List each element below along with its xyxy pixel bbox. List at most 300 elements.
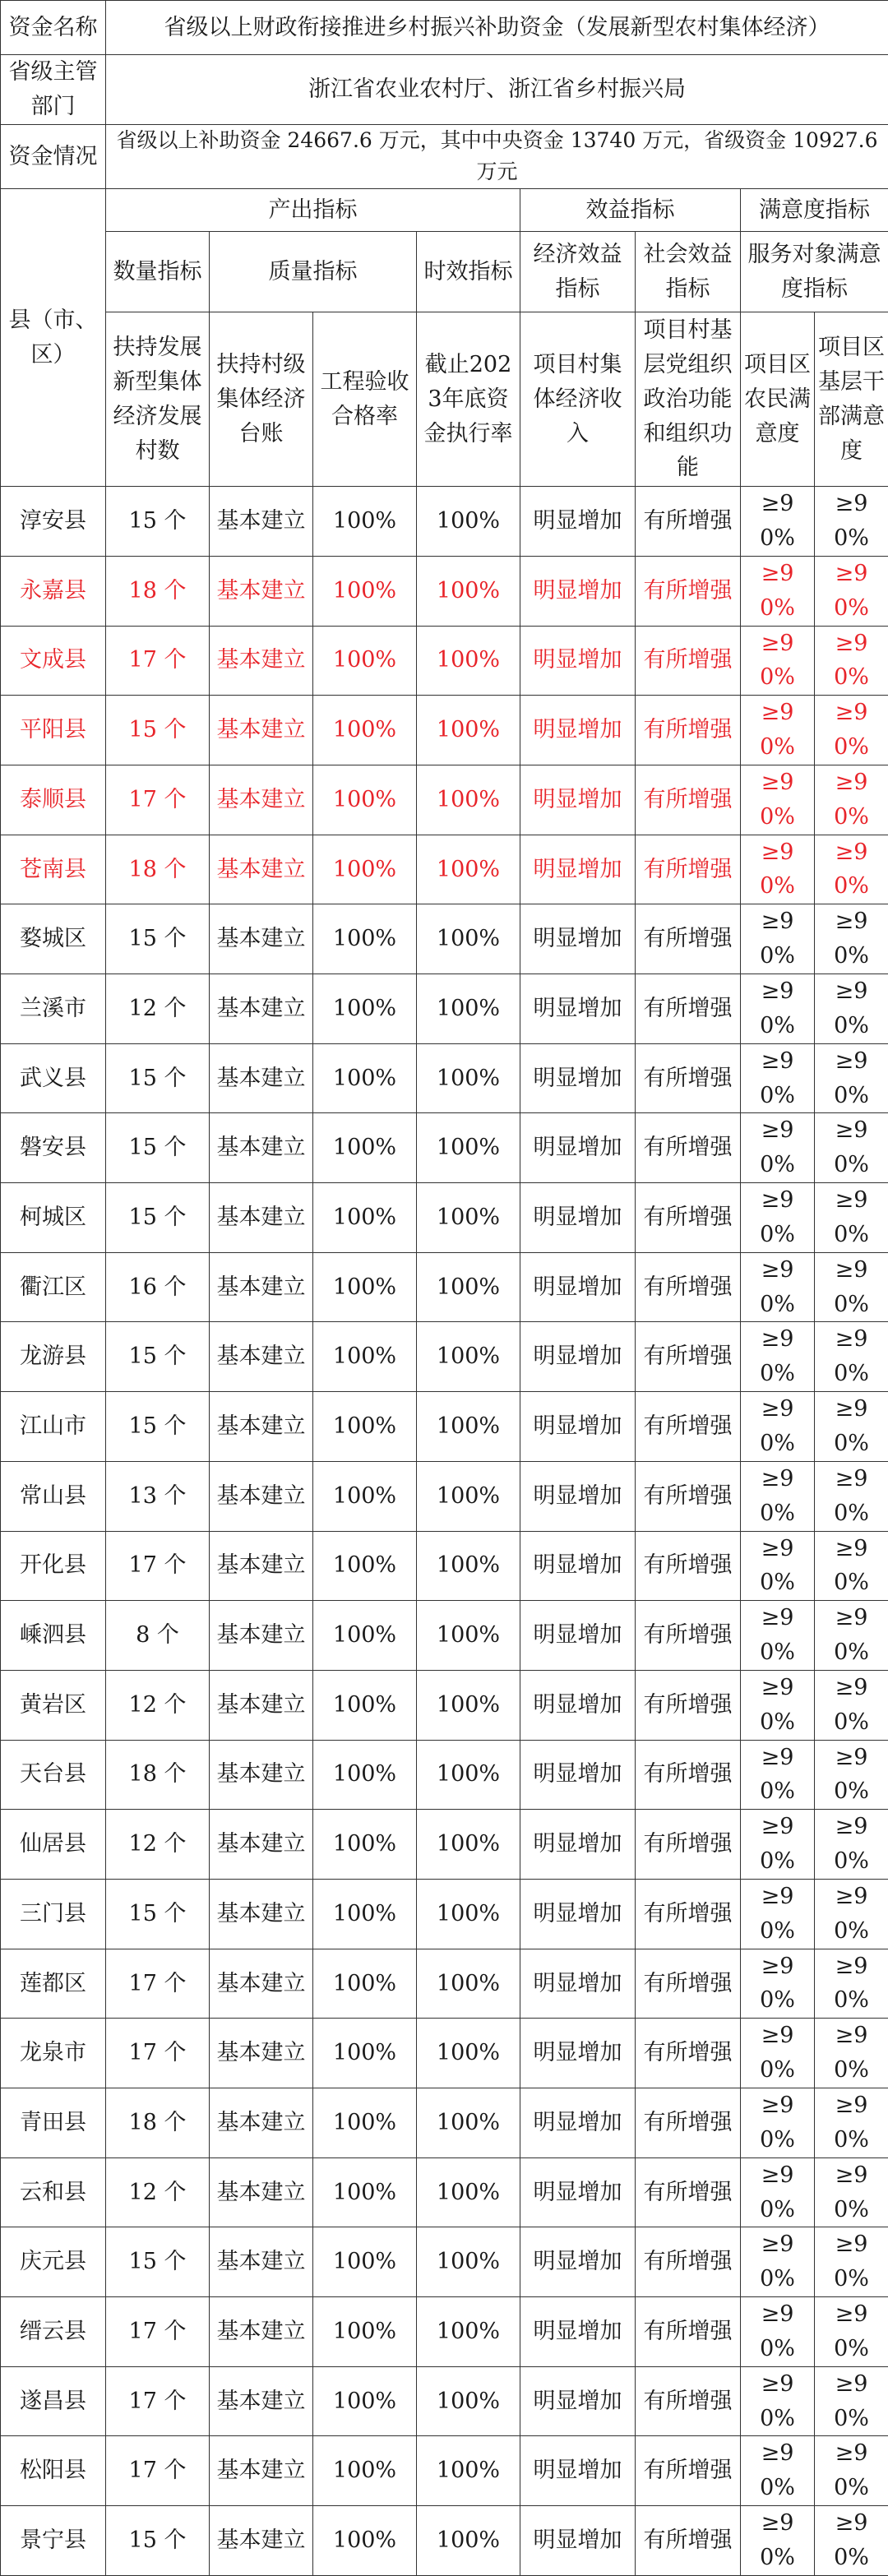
satisfaction-indicators-header: 满意度指标 [741,189,888,232]
income-cell: 明显增加 [520,1113,636,1183]
acceptance-cell: 100% [313,765,417,835]
execution-cell: 100% [417,1601,520,1671]
party-cell: 有所增强 [636,626,741,696]
income-cell: 明显增加 [520,1392,636,1462]
table-row [1,2088,888,2158]
execution-cell: 100% [417,487,520,557]
benefit-indicators-header: 效益指标 [520,189,741,232]
farmer-satisfaction-cell: ≥90% [741,1183,815,1253]
acceptance-cell: 100% [313,2297,417,2367]
income-cell: 明显增加 [520,1601,636,1671]
villages-cell: 15 个 [106,2506,210,2576]
villages-cell: 12 个 [106,1810,210,1880]
cadre-satisfaction-cell: ≥90% [815,1113,888,1183]
ledger-cell: 基本建立 [210,556,313,626]
income-cell: 明显增加 [520,1322,636,1392]
cadre-satisfaction-cell: ≥90% [815,2366,888,2436]
farmer-satisfaction-cell: ≥90% [741,2227,815,2297]
income-cell: 明显增加 [520,626,636,696]
income-cell: 明显增加 [520,1252,636,1322]
ledger-cell: 基本建立 [210,835,313,904]
execution-cell: 100% [417,1113,520,1183]
party-cell: 有所增强 [636,556,741,626]
county-cell: 文成县 [1,626,106,696]
villages-cell: 15 个 [106,1392,210,1462]
acceptance-cell: 100% [313,1879,417,1949]
cadre-satisfaction-cell: ≥90% [815,1461,888,1531]
county-header: 县（市、区） [1,189,106,487]
cadre-satisfaction-cell: ≥90% [815,1810,888,1880]
cadre-satisfaction-cell: ≥90% [815,2506,888,2576]
ledger-cell: 基本建立 [210,2366,313,2436]
table-row [1,765,888,835]
party-cell: 有所增强 [636,2436,741,2506]
acceptance-cell: 100% [313,974,417,1044]
ledger-cell: 基本建立 [210,2436,313,2506]
fund-name-label: 资金名称 [1,1,106,55]
income-cell: 明显增加 [520,974,636,1044]
farmer-satisfaction-cell: ≥90% [741,1949,815,2019]
acceptance-cell: 100% [313,2088,417,2158]
cadre-satisfaction-cell: ≥90% [815,2436,888,2506]
income-cell: 明显增加 [520,1670,636,1740]
villages-cell: 18 个 [106,2088,210,2158]
execution-cell: 100% [417,1949,520,2019]
villages-cell: 12 个 [106,974,210,1044]
party-cell: 有所增强 [636,1322,741,1392]
execution-cell: 100% [417,696,520,765]
county-cell: 仙居县 [1,1810,106,1880]
county-cell: 天台县 [1,1740,106,1810]
ledger-cell: 基本建立 [210,1392,313,1462]
acceptance-cell: 100% [313,1531,417,1601]
villages-cell: 17 个 [106,2366,210,2436]
execution-cell: 100% [417,2436,520,2506]
social-header: 社会效益指标 [636,232,741,312]
table-row [1,1252,888,1322]
cadre-satisfaction-cell: ≥90% [815,1949,888,2019]
villages-cell: 15 个 [106,1113,210,1183]
income-header: 项目村集体经济收入 [520,312,636,487]
party-cell: 有所增强 [636,1810,741,1880]
cadre-satisfaction-cell: ≥90% [815,1392,888,1462]
execution-cell: 100% [417,2227,520,2297]
execution-cell: 100% [417,1670,520,1740]
county-cell: 缙云县 [1,2297,106,2367]
income-cell: 明显增加 [520,1183,636,1253]
income-cell: 明显增加 [520,1740,636,1810]
table-row [1,696,888,765]
income-cell: 明显增加 [520,2157,636,2227]
ledger-cell: 基本建立 [210,487,313,557]
acceptance-cell: 100% [313,904,417,974]
acceptance-cell: 100% [313,626,417,696]
table-row [1,626,888,696]
farmer-satisfaction-cell: ≥90% [741,1392,815,1462]
party-cell: 有所增强 [636,2506,741,2576]
county-cell: 武义县 [1,1043,106,1113]
income-cell: 明显增加 [520,1043,636,1113]
party-cell: 有所增强 [636,1392,741,1462]
funds-row [1,124,888,189]
ledger-cell: 基本建立 [210,1183,313,1253]
party-cell: 有所增强 [636,765,741,835]
income-cell: 明显增加 [520,696,636,765]
county-cell: 泰顺县 [1,765,106,835]
economic-header: 经济效益指标 [520,232,636,312]
farmer-satisfaction-cell: ≥90% [741,2506,815,2576]
farmer-satisfaction-cell: ≥90% [741,1601,815,1671]
ledger-cell: 基本建立 [210,1810,313,1880]
ledger-cell: 基本建立 [210,2297,313,2367]
farmer-satisfaction-cell: ≥90% [741,1043,815,1113]
table-row [1,1879,888,1949]
county-cell: 青田县 [1,2088,106,2158]
villages-header: 扶持发展新型集体经济发展村数 [106,312,210,487]
table-row [1,974,888,1044]
table-row [1,1113,888,1183]
county-cell: 景宁县 [1,2506,106,2576]
table-row [1,2366,888,2436]
income-cell: 明显增加 [520,2506,636,2576]
farmer-satisfaction-cell: ≥90% [741,2436,815,2506]
income-cell: 明显增加 [520,2019,636,2088]
party-cell: 有所增强 [636,1531,741,1601]
farmer-satisfaction-cell: ≥90% [741,1252,815,1322]
villages-cell: 16 个 [106,1252,210,1322]
acceptance-cell: 100% [313,487,417,557]
cadre-satisfaction-cell: ≥90% [815,974,888,1044]
table-row [1,1810,888,1880]
county-cell: 黄岩区 [1,1670,106,1740]
farmer-satisfaction-cell: ≥90% [741,1879,815,1949]
party-cell: 有所增强 [636,2227,741,2297]
ledger-cell: 基本建立 [210,1949,313,2019]
ledger-cell: 基本建立 [210,1879,313,1949]
villages-cell: 18 个 [106,835,210,904]
villages-cell: 12 个 [106,1670,210,1740]
funds-value: 省级以上补助资金 24667.6 万元，其中中央资金 13740 万元，省级资金 10927.6 万元 [106,124,888,189]
cadre-satisfaction-cell: ≥90% [815,556,888,626]
party-cell: 有所增强 [636,2366,741,2436]
ledger-cell: 基本建立 [210,626,313,696]
ledger-cell: 基本建立 [210,1113,313,1183]
party-cell: 有所增强 [636,1461,741,1531]
acceptance-cell: 100% [313,2436,417,2506]
cadre-satisfaction-cell: ≥90% [815,696,888,765]
table-row [1,1322,888,1392]
farmer-satisfaction-cell: ≥90% [741,2297,815,2367]
ledger-cell: 基本建立 [210,2088,313,2158]
county-cell: 磐安县 [1,1113,106,1183]
acceptance-cell: 100% [313,1740,417,1810]
acceptance-cell: 100% [313,1461,417,1531]
county-cell: 平阳县 [1,696,106,765]
acceptance-header: 工程验收合格率 [313,312,417,487]
county-cell: 常山县 [1,1461,106,1531]
execution-cell: 100% [417,1740,520,1810]
income-cell: 明显增加 [520,2366,636,2436]
ledger-cell: 基本建立 [210,1461,313,1531]
income-cell: 明显增加 [520,835,636,904]
cadre-satisfaction-cell: ≥90% [815,835,888,904]
income-cell: 明显增加 [520,1810,636,1880]
acceptance-cell: 100% [313,2157,417,2227]
party-cell: 有所增强 [636,2019,741,2088]
villages-cell: 15 个 [106,1322,210,1392]
county-cell: 苍南县 [1,835,106,904]
ledger-cell: 基本建立 [210,1043,313,1113]
farmer-satisfaction-cell: ≥90% [741,2019,815,2088]
county-cell: 婺城区 [1,904,106,974]
villages-cell: 12 个 [106,2157,210,2227]
table-row [1,835,888,904]
ledger-cell: 基本建立 [210,2157,313,2227]
ledger-cell: 基本建立 [210,904,313,974]
indicator-group-row [1,189,888,232]
acceptance-cell: 100% [313,1810,417,1880]
execution-cell: 100% [417,2157,520,2227]
villages-cell: 8 个 [106,1601,210,1671]
execution-cell: 100% [417,1531,520,1601]
execution-cell: 100% [417,2019,520,2088]
farmer-satisfaction-cell: ≥90% [741,1461,815,1531]
execution-cell: 100% [417,2506,520,2576]
table-row [1,2506,888,2576]
indicator-type-row [1,232,888,312]
table-row [1,904,888,974]
income-cell: 明显增加 [520,556,636,626]
farmer-satisfaction-cell: ≥90% [741,2366,815,2436]
county-cell: 遂昌县 [1,2366,106,2436]
cadre-satisfaction-cell: ≥90% [815,2297,888,2367]
party-cell: 有所增强 [636,696,741,765]
dept-row [1,55,888,125]
villages-cell: 17 个 [106,2019,210,2088]
party-cell: 有所增强 [636,974,741,1044]
party-cell: 有所增强 [636,2297,741,2367]
quantity-header: 数量指标 [106,232,210,312]
cadre-satisfaction-cell: ≥90% [815,1322,888,1392]
table-row [1,2436,888,2506]
acceptance-cell: 100% [313,1043,417,1113]
ledger-cell: 基本建立 [210,696,313,765]
income-cell: 明显增加 [520,765,636,835]
acceptance-cell: 100% [313,2506,417,2576]
party-header: 项目村基层党组织政治功能和组织功能 [636,312,741,487]
table-row [1,1392,888,1462]
cadre-satisfaction-cell: ≥90% [815,1252,888,1322]
county-cell: 云和县 [1,2157,106,2227]
execution-cell: 100% [417,1810,520,1880]
funds-label: 资金情况 [1,124,106,189]
party-cell: 有所增强 [636,2157,741,2227]
ledger-cell: 基本建立 [210,1322,313,1392]
table-row [1,2019,888,2088]
table-row [1,1461,888,1531]
farmer-satisfaction-cell: ≥90% [741,835,815,904]
execution-cell: 100% [417,626,520,696]
party-cell: 有所增强 [636,2088,741,2158]
villages-cell: 15 个 [106,1043,210,1113]
villages-cell: 15 个 [106,1879,210,1949]
table-row [1,2227,888,2297]
cadre-satisfaction-cell: ≥90% [815,1740,888,1810]
acceptance-cell: 100% [313,2019,417,2088]
table-row [1,556,888,626]
county-cell: 龙泉市 [1,2019,106,2088]
villages-cell: 13 个 [106,1461,210,1531]
execution-cell: 100% [417,2088,520,2158]
income-cell: 明显增加 [520,1461,636,1531]
execution-cell: 100% [417,2297,520,2367]
ledger-cell: 基本建立 [210,2019,313,2088]
farmer-satisfaction-header: 项目区农民满意度 [741,312,815,487]
farmer-satisfaction-cell: ≥90% [741,1531,815,1601]
acceptance-cell: 100% [313,1252,417,1322]
villages-cell: 15 个 [106,487,210,557]
party-cell: 有所增强 [636,1670,741,1740]
farmer-satisfaction-cell: ≥90% [741,1810,815,1880]
county-cell: 松阳县 [1,2436,106,2506]
acceptance-cell: 100% [313,1670,417,1740]
villages-cell: 18 个 [106,1740,210,1810]
farmer-satisfaction-cell: ≥90% [741,2157,815,2227]
execution-cell: 100% [417,904,520,974]
cadre-satisfaction-header: 项目区基层干部满意度 [815,312,888,487]
cadre-satisfaction-cell: ≥90% [815,2157,888,2227]
party-cell: 有所增强 [636,1740,741,1810]
farmer-satisfaction-cell: ≥90% [741,1322,815,1392]
execution-cell: 100% [417,1252,520,1322]
cadre-satisfaction-cell: ≥90% [815,1043,888,1113]
income-cell: 明显增加 [520,1531,636,1601]
cadre-satisfaction-cell: ≥90% [815,1601,888,1671]
indicator-column-row [1,312,888,487]
dept-value: 浙江省农业农村厅、浙江省乡村振兴局 [106,55,888,125]
execution-cell: 100% [417,765,520,835]
acceptance-cell: 100% [313,2227,417,2297]
farmer-satisfaction-cell: ≥90% [741,1670,815,1740]
county-cell: 兰溪市 [1,974,106,1044]
table-row [1,1601,888,1671]
farmer-satisfaction-cell: ≥90% [741,904,815,974]
execution-header: 截止2023年底资金执行率 [417,312,520,487]
cadre-satisfaction-cell: ≥90% [815,1183,888,1253]
farmer-satisfaction-cell: ≥90% [741,696,815,765]
villages-cell: 15 个 [106,904,210,974]
ledger-header: 扶持村级集体经济台账 [210,312,313,487]
farmer-satisfaction-cell: ≥90% [741,1113,815,1183]
county-cell: 三门县 [1,1879,106,1949]
table-row [1,1670,888,1740]
county-cell: 龙游县 [1,1322,106,1392]
county-cell: 衢江区 [1,1252,106,1322]
farmer-satisfaction-cell: ≥90% [741,626,815,696]
farmer-satisfaction-cell: ≥90% [741,556,815,626]
income-cell: 明显增加 [520,2436,636,2506]
farmer-satisfaction-cell: ≥90% [741,487,815,557]
table-row [1,1183,888,1253]
execution-cell: 100% [417,974,520,1044]
cadre-satisfaction-cell: ≥90% [815,765,888,835]
cadre-satisfaction-cell: ≥90% [815,2088,888,2158]
county-cell: 嵊泗县 [1,1601,106,1671]
dept-label: 省级主管部门 [1,55,106,125]
income-cell: 明显增加 [520,2297,636,2367]
cadre-satisfaction-cell: ≥90% [815,2227,888,2297]
income-cell: 明显增加 [520,1879,636,1949]
acceptance-cell: 100% [313,1392,417,1462]
acceptance-cell: 100% [313,1183,417,1253]
farmer-satisfaction-cell: ≥90% [741,765,815,835]
county-cell: 淳安县 [1,487,106,557]
villages-cell: 18 个 [106,556,210,626]
party-cell: 有所增强 [636,1252,741,1322]
table-row [1,1531,888,1601]
timeliness-header: 时效指标 [417,232,520,312]
table-row [1,1043,888,1113]
table-row [1,1949,888,2019]
villages-cell: 17 个 [106,1949,210,2019]
acceptance-cell: 100% [313,556,417,626]
party-cell: 有所增强 [636,1113,741,1183]
county-cell: 柯城区 [1,1183,106,1253]
party-cell: 有所增强 [636,1601,741,1671]
table-row [1,2297,888,2367]
party-cell: 有所增强 [636,1949,741,2019]
execution-cell: 100% [417,1043,520,1113]
party-cell: 有所增强 [636,904,741,974]
party-cell: 有所增强 [636,487,741,557]
execution-cell: 100% [417,2366,520,2436]
income-cell: 明显增加 [520,2227,636,2297]
acceptance-cell: 100% [313,1601,417,1671]
ledger-cell: 基本建立 [210,1601,313,1671]
fund-name-row [1,1,888,55]
fund-name-value: 省级以上财政衔接推进乡村振兴补助资金（发展新型农村集体经济） [106,1,888,55]
ledger-cell: 基本建立 [210,2506,313,2576]
income-cell: 明显增加 [520,1949,636,2019]
villages-cell: 15 个 [106,696,210,765]
ledger-cell: 基本建立 [210,1740,313,1810]
cadre-satisfaction-cell: ≥90% [815,1670,888,1740]
cadre-satisfaction-cell: ≥90% [815,1531,888,1601]
execution-cell: 100% [417,556,520,626]
villages-cell: 17 个 [106,1531,210,1601]
acceptance-cell: 100% [313,696,417,765]
income-cell: 明显增加 [520,2088,636,2158]
table-row [1,2157,888,2227]
farmer-satisfaction-cell: ≥90% [741,974,815,1044]
acceptance-cell: 100% [313,835,417,904]
party-cell: 有所增强 [636,835,741,904]
table-row [1,487,888,557]
acceptance-cell: 100% [313,1113,417,1183]
farmer-satisfaction-cell: ≥90% [741,2088,815,2158]
county-cell: 江山市 [1,1392,106,1462]
party-cell: 有所增强 [636,1043,741,1113]
villages-cell: 15 个 [106,1183,210,1253]
party-cell: 有所增强 [636,1879,741,1949]
cadre-satisfaction-cell: ≥90% [815,626,888,696]
quality-header: 质量指标 [210,232,417,312]
county-cell: 莲都区 [1,1949,106,2019]
acceptance-cell: 100% [313,1949,417,2019]
execution-cell: 100% [417,1879,520,1949]
cadre-satisfaction-cell: ≥90% [815,1879,888,1949]
ledger-cell: 基本建立 [210,974,313,1044]
